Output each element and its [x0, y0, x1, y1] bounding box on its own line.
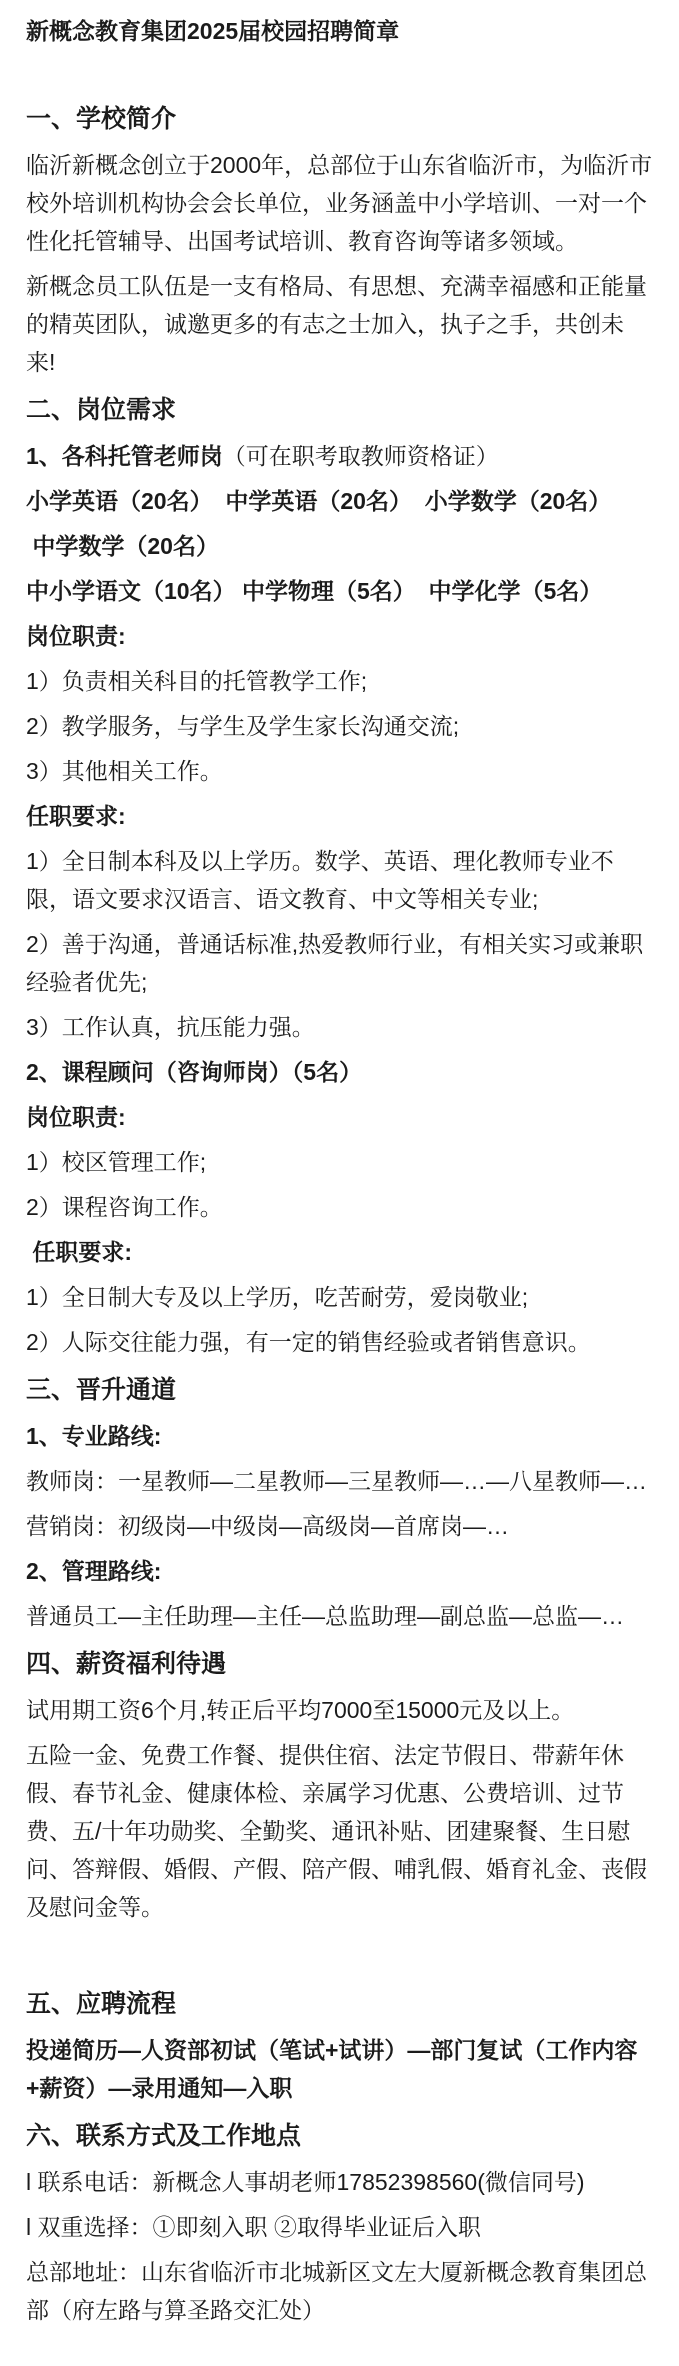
doc-line	[26, 1143, 653, 1181]
doc-line	[26, 707, 653, 745]
text-run: 试用期工资6个月,转正后平均7000至15000元及以上。	[26, 1697, 575, 1723]
text-run: 营销岗：初级岗—中级岗—高级岗—首席岗—…	[26, 1513, 509, 1539]
doc-line	[26, 1462, 653, 1500]
text-run: 总部地址：山东省临沂市北城新区文左大厦新概念教育集团总部（府左路与算圣路交汇处）	[26, 2259, 647, 2323]
doc-line	[26, 2208, 653, 2246]
blank-line	[26, 1933, 653, 1975]
text-run: 2）善于沟通，普通话标准,热爱教师行业，有相关实习或兼职经验者优先;	[26, 931, 644, 995]
doc-line	[26, 842, 653, 918]
text-run: l 联系电话：新概念人事胡老师17852398560(微信同号)	[26, 2169, 585, 2195]
doc-line	[26, 1691, 653, 1729]
text-run: 3）其他相关工作。	[26, 758, 223, 784]
doc-line	[26, 617, 653, 655]
text-run: 1）负责相关科目的托管教学工作;	[26, 668, 368, 694]
text-run: 教师岗：一星教师—二星教师—三星教师—…—八星教师—…	[26, 1468, 647, 1494]
page-title: 新概念教育集团2025届校园招聘简章	[26, 18, 400, 44]
doc-line	[26, 752, 653, 790]
doc-line	[26, 1188, 653, 1226]
text-run: 3）工作认真，抗压能力强。	[26, 1014, 315, 1040]
doc-line	[26, 662, 653, 700]
doc-line	[26, 1552, 653, 1590]
doc-line	[26, 1597, 653, 1635]
doc-line	[26, 2117, 653, 2155]
text-run: 五、应聘流程	[26, 1990, 177, 2018]
document-body	[26, 100, 653, 2329]
text-run: 2、管理路线:	[26, 1558, 162, 1584]
doc-line	[26, 1507, 653, 1545]
doc-line	[26, 146, 653, 260]
text-run: 中小学语文（10名） 中学物理（5名） 中学化学（5名）	[26, 578, 603, 604]
text-run: 四、薪资福利待遇	[26, 1650, 227, 1678]
text-run: 1）校区管理工作;	[26, 1149, 207, 1175]
doc-line	[26, 797, 653, 835]
doc-line	[26, 2253, 653, 2329]
text-run: 2）课程咨询工作。	[26, 1194, 223, 1220]
doc-line	[26, 1985, 653, 2023]
text-run: 一、学校简介	[26, 105, 177, 133]
text-run: 1、各科托管老师岗	[26, 443, 223, 469]
doc-line	[26, 572, 653, 610]
doc-line	[26, 1736, 653, 1926]
doc-line	[26, 100, 653, 138]
doc-line	[26, 1233, 653, 1271]
text-run: 小学英语（20名） 中学英语（20名） 小学数学（20名）	[26, 488, 612, 514]
doc-line	[26, 1008, 653, 1046]
text-run: 1）全日制本科及以上学历。数学、英语、理化教师专业不限，语文要求汉语言、语文教育、中文等相关专业;	[26, 848, 614, 912]
doc-line	[26, 2163, 653, 2201]
text-run: l 双重选择：①即刻入职 ②取得毕业证后入职	[26, 2214, 481, 2240]
text-run: （可在职考取教师资格证）	[222, 443, 499, 469]
text-run: 2、课程顾问（咨询师岗）（5名）	[26, 1059, 363, 1085]
text-run: 普通员工—主任助理—主任—总监助理—副总监—总监—…	[26, 1603, 624, 1629]
doc-line	[26, 267, 653, 381]
text-run: 岗位职责:	[26, 1104, 126, 1130]
doc-line	[26, 1645, 653, 1683]
text-run: 三、晋升通道	[26, 1376, 177, 1404]
doc-line	[26, 1323, 653, 1361]
doc-line	[26, 1371, 653, 1409]
text-run: 六、联系方式及工作地点	[26, 2122, 302, 2150]
doc-line	[26, 925, 653, 1001]
text-run: 新概念员工队伍是一支有格局、有思想、充满幸福感和正能量的精英团队，诚邀更多的有志之士加入，执子之手，共创未来!	[26, 273, 647, 375]
text-run: 1、专业路线:	[26, 1423, 162, 1449]
doc-line	[26, 527, 653, 565]
doc-line	[26, 1417, 653, 1455]
doc-line	[26, 482, 653, 520]
text-run: 任职要求:	[26, 803, 126, 829]
text-run: 2）人际交往能力强，有一定的销售经验或者销售意识。	[26, 1329, 591, 1355]
doc-line	[26, 1278, 653, 1316]
doc-line	[26, 437, 653, 475]
text-run: 二、岗位需求	[26, 396, 177, 424]
text-run: 岗位职责:	[26, 623, 126, 649]
text-run: 中学数学（20名）	[26, 533, 219, 559]
text-run: 五险一金、免费工作餐、提供住宿、法定节假日、带薪年休假、春节礼金、健康体检、亲属学习优惠、公费培训、过节费、五/十年功勋奖、全勤奖、通讯补贴、团建聚餐、生日慰问、答辩假、婚假、产假、陪产假、哺乳假、婚育礼金、丧假及慰问金等。	[26, 1742, 647, 1920]
text-run: 投递简历—人资部初试（笔试+试讲）—部门复试（工作内容+薪资）—录用通知—入职	[26, 2037, 638, 2101]
text-run: 临沂新概念创立于2000年，总部位于山东省临沂市，为临沂市校外培训机构协会会长单位，业务涵盖中小学培训、一对一个性化托管辅导、出国考试培训、教育咨询等诸多领域。	[26, 152, 653, 254]
text-run: 任职要求:	[26, 1239, 133, 1265]
doc-line	[26, 1098, 653, 1136]
text-run: 1）全日制大专及以上学历，吃苦耐劳，爱岗敬业;	[26, 1284, 529, 1310]
text-run: 2）教学服务，与学生及学生家长沟通交流;	[26, 713, 460, 739]
doc-line	[26, 391, 653, 429]
doc-line	[26, 2031, 653, 2107]
doc-line	[26, 1053, 653, 1091]
